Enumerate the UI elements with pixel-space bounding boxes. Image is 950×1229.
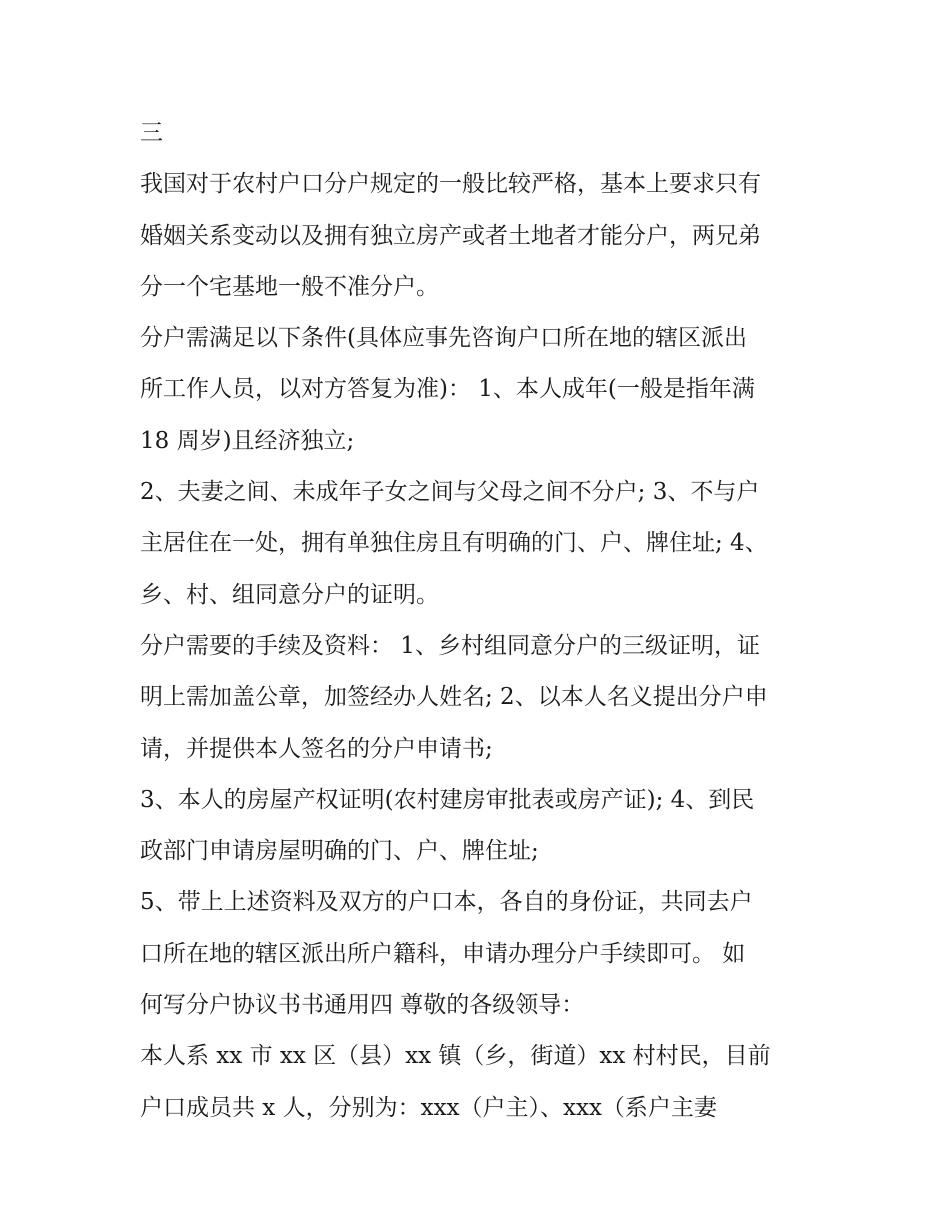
text-line: 政部门申请房屋明确的门、户、牌住址; — [140, 838, 539, 865]
section-number: 三 — [140, 120, 163, 146]
text-line: 18 周岁)且经济独立; — [140, 427, 355, 454]
text-line: 2、夫妻之间、未成年子女之间与父母之间不分户; 3、不与户 — [140, 479, 760, 506]
text-line: 分一个宅基地一般不准分户。 — [140, 273, 439, 300]
text-line: 我国对于农村户口分户规定的一般比较严格，基本上要求只有 — [140, 171, 761, 198]
text-line: 请，并提供本人签名的分户申请书; — [140, 735, 493, 762]
text-line: 分户需要的手续及资料： 1、乡村组同意分户的三级证明，证 — [140, 632, 760, 659]
text-line: 明上需加盖公章，加签经办人姓名; 2、以本人名义提出分户申 — [140, 684, 768, 711]
text-line: 户口成员共 x 人，分别为：xxx（户主）、xxx（系户主妻 — [140, 1094, 717, 1121]
text-line: 口所在地的辖区派出所户籍科，申请办理分户手续即可。 如 — [140, 940, 746, 967]
text-line: 婚姻关系变动以及拥有独立房产或者土地者才能分户，两兄弟 — [140, 222, 761, 249]
text-line: 本人系 xx 市 xx 区（县）xx 镇（乡，街道）xx 村村民，目前 — [140, 1043, 771, 1070]
text-line: 3、本人的房屋产权证明(农村建房审批表或房产证); 4、到民 — [140, 786, 755, 813]
document-body — [140, 108, 820, 1134]
text-line: 乡、村、组同意分户的证明。 — [140, 581, 439, 608]
text-line: 主居住在一处，拥有单独住房且有明确的门、户、牌住址; 4、 — [140, 530, 768, 557]
text-line: 所工作人员，以对方答复为准)： 1、本人成年(一般是指年满 — [140, 376, 755, 403]
text-line: 5、带上上述资料及双方的户口本，各自的身份证，共同去户 — [140, 889, 753, 916]
text-line: 分户需满足以下条件(具体应事先咨询户口所在地的辖区派出 — [140, 325, 747, 352]
text-line: 何写分户协议书书通用四 尊敬的各级领导： — [140, 992, 585, 1019]
